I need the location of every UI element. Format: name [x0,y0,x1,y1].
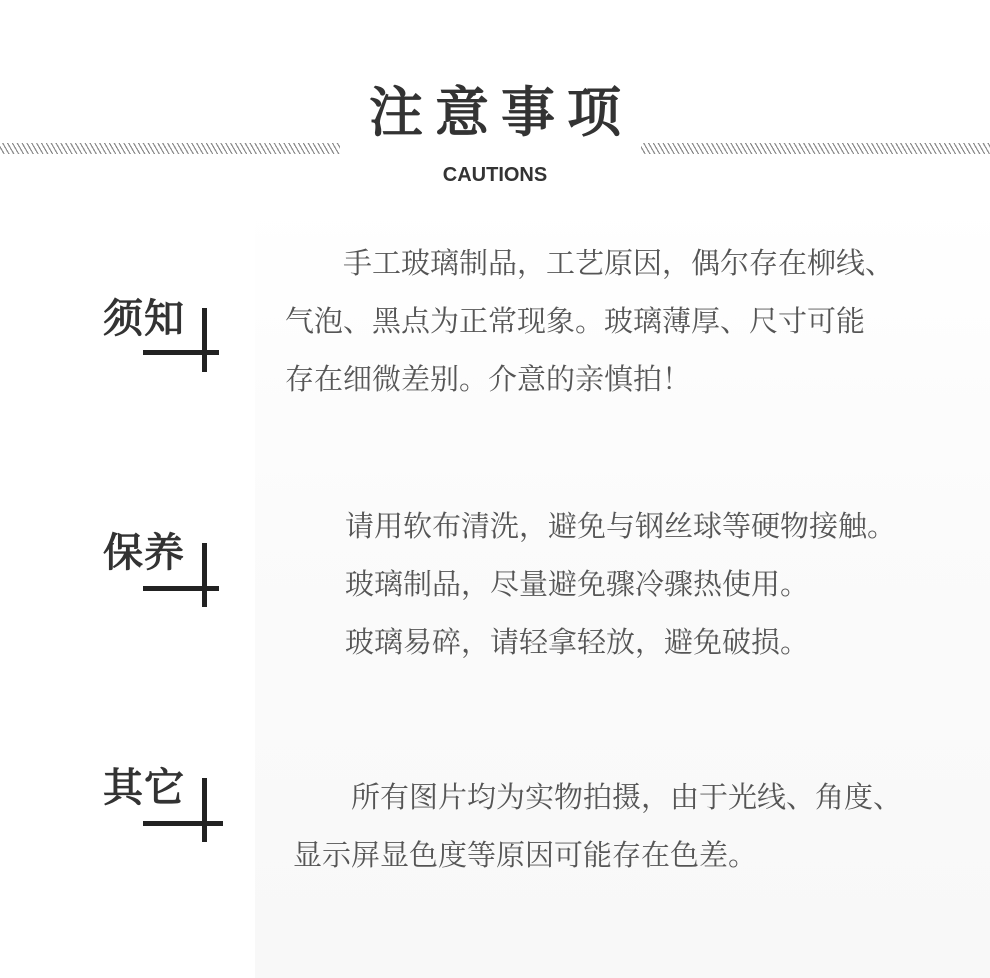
section-label-care: 保养 [103,530,185,576]
cross-mark-vertical [202,543,207,607]
cross-mark-vertical [202,778,207,842]
cross-mark-vertical [202,308,207,372]
section-text-other [293,768,902,884]
page-title: 注意事项 [369,81,633,144]
text-line: 气泡、黑点为正常现象。玻璃薄厚、尺寸可能 [285,304,866,338]
text-line: 玻璃制品，尽量避免骤冷骤热使用。 [345,567,810,601]
section-label-notice: 须知 [103,296,185,342]
cross-mark-horizontal [143,350,219,355]
cross-mark-horizontal [143,586,219,591]
cross-mark-horizontal [143,821,223,826]
section-text-notice [285,234,894,408]
text-line: 存在细微差别。介意的亲慎拍！ [285,362,692,396]
text-line: 手工玻璃制品，工艺原因，偶尔存在柳线、 [285,246,895,280]
text-line: 显示屏显色度等原因可能存在色差。 [293,838,758,872]
text-line: 玻璃易碎，请轻拿轻放，避免破损。 [345,625,810,659]
section-text-care [345,497,896,671]
text-line: 所有图片均为实物拍摄，由于光线、角度、 [293,780,903,814]
page-subtitle: CAUTIONS [442,164,548,186]
section-label-other: 其它 [103,765,185,811]
text-line: 请用软布清洗，避免与钢丝球等硬物接触。 [345,509,897,543]
